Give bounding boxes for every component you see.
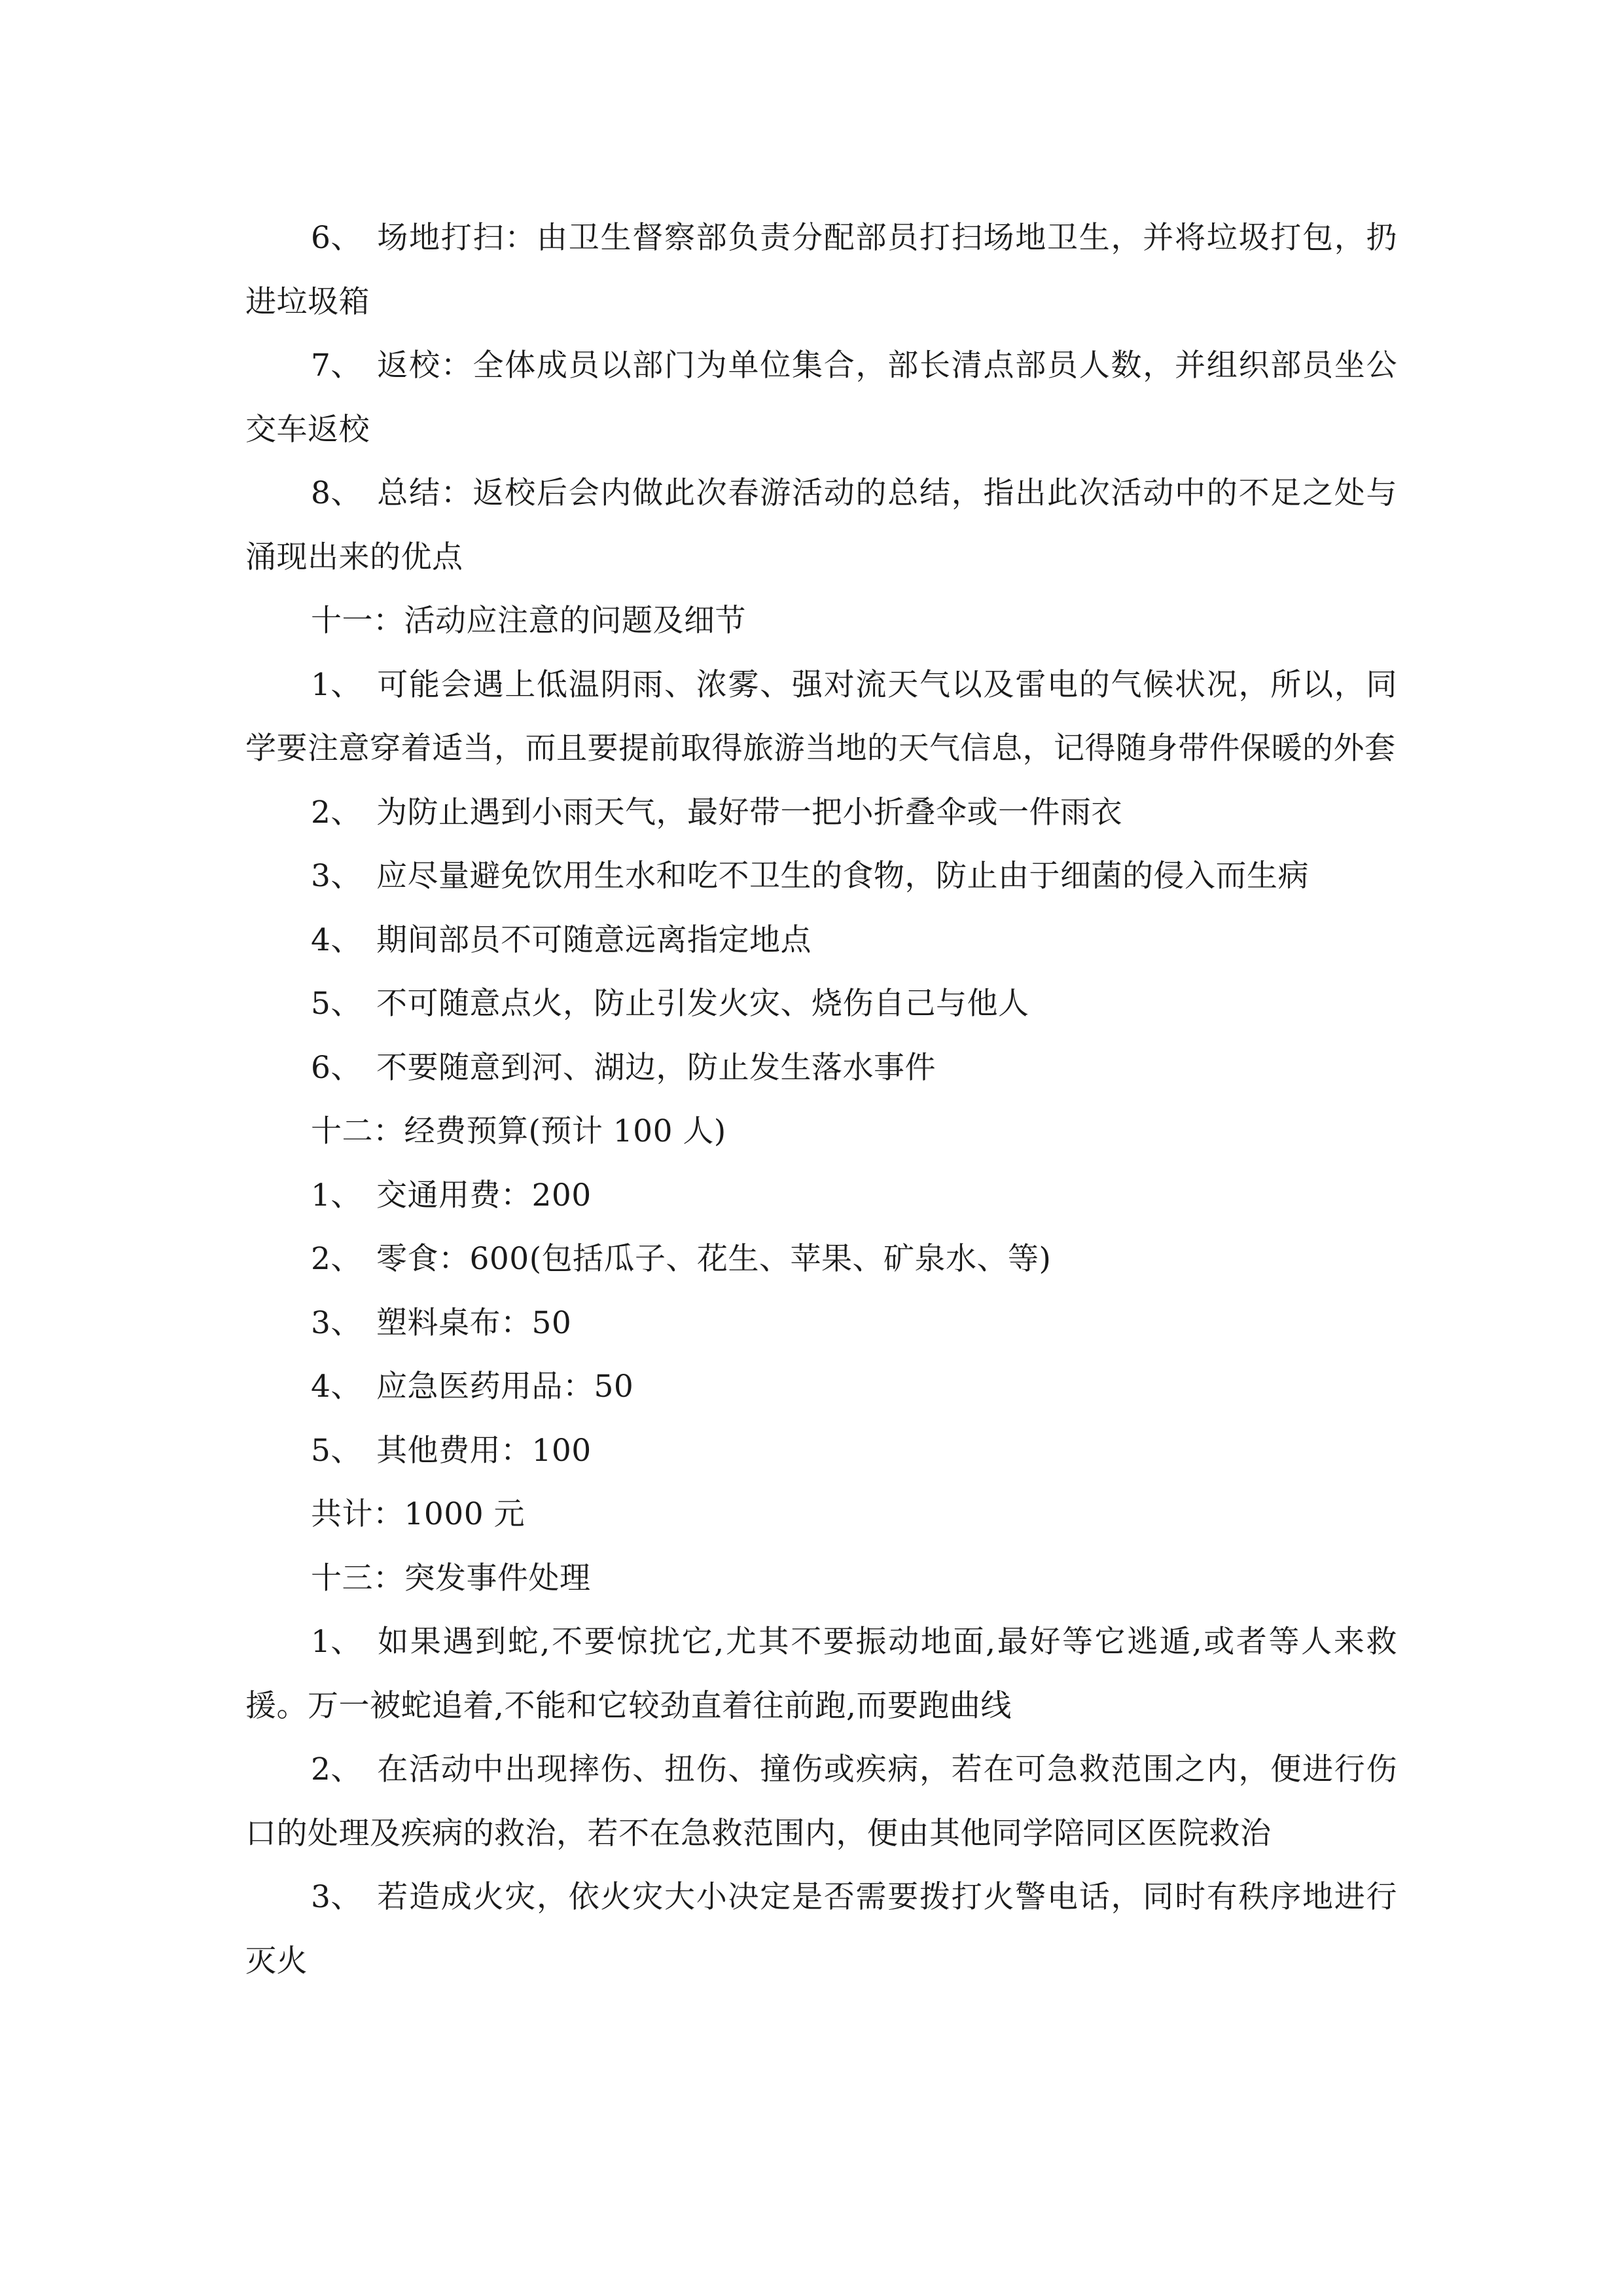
item-text: 零食：600(包括瓜子、花生、苹果、矿泉水、等) [376,1241,1052,1277]
item-text: 若造成火灾，依火灾大小决定是否需要拨打火警电话，同时有秩序地进行灭火 [245,1879,1397,1979]
list-item-s12-4 [245,1355,1397,1419]
item-text: 为防止遇到小雨天气，最好带一把小折叠伞或一件雨衣 [376,794,1122,831]
list-item-s13-3 [245,1865,1397,1993]
item-number: 2、 [311,1241,362,1277]
item-number: 3、 [311,1879,362,1915]
section-heading-11: 十一：活动应注意的问题及细节 [311,603,746,639]
list-item-s11-3 [245,844,1397,908]
item-number: 5、 [311,1432,362,1469]
item-number: 2、 [311,1751,362,1787]
list-item-s10-7 [245,334,1397,461]
item-text: 塑料桌布：50 [376,1304,572,1341]
item-text: 应急医药用品：50 [376,1369,634,1405]
list-item-s11-4 [245,908,1397,973]
list-item-s13-2 [245,1738,1397,1865]
section-heading-13: 十三：突发事件处理 [311,1560,591,1596]
item-number: 7、 [311,348,362,384]
item-text: 在活动中出现摔伤、扭伤、撞伤或疾病，若在可急救范围之内，便进行伤口的处理及疾病的救治，若不在急救范围内，便由其他同学陪同区医院救治 [245,1751,1397,1852]
item-number: 6、 [311,1049,362,1086]
budget-total: 共计：1000 元 [311,1496,526,1532]
item-text: 其他费用：100 [376,1432,592,1469]
item-text: 交通用费：200 [376,1177,592,1213]
list-item-s13-1 [245,1610,1397,1738]
item-text: 不要随意到河、湖边，防止发生落水事件 [376,1049,936,1086]
list-item-s12-2 [245,1227,1397,1291]
item-number: 2、 [311,794,362,831]
item-number: 5、 [311,986,362,1022]
item-text: 可能会遇上低温阴雨、浓雾、强对流天气以及雷电的气候状况，所以，同学要注意穿着适当，而且要提前取得旅游当地的天气信息，记得随身带件保暖的外套 [245,666,1397,766]
list-item-s12-3 [245,1291,1397,1355]
item-number: 3、 [311,1304,362,1341]
list-item-s10-6 [245,206,1397,334]
list-item-s12-5 [245,1419,1397,1483]
item-number: 1、 [311,666,362,703]
list-item-s11-1 [245,653,1397,781]
item-number: 4、 [311,922,362,958]
item-text: 场地打扫：由卫生督察部负责分配部员打扫场地卫生，并将垃圾打包，扔进垃圾箱 [245,220,1397,320]
item-number: 6、 [311,220,362,256]
list-item-s11-5 [245,972,1397,1036]
list-item-s11-6 [245,1036,1397,1100]
item-text: 不可随意点火，防止引发火灾、烧伤自己与他人 [376,986,1029,1022]
item-number: 8、 [311,475,362,511]
item-text: 应尽量避免饮用生水和吃不卫生的食物，防止由于细菌的侵入而生病 [376,858,1309,894]
item-number: 4、 [311,1369,362,1405]
item-number: 1、 [311,1624,362,1660]
list-item-s11-2 [245,781,1397,845]
item-text: 总结：返校后会内做此次春游活动的总结，指出此次活动中的不足之处与涌现出来的优点 [245,475,1397,575]
item-number: 3、 [311,858,362,894]
document-body [245,206,1397,1993]
item-text: 如果遇到蛇,不要惊扰它,尤其不要振动地面,最好等它逃遁,或者等人来救援。万一被蛇追着,不能和它较劲直着往前跑,而要跑曲线 [245,1624,1397,1724]
section-heading-12: 十二：经费预算(预计 100 人) [311,1113,726,1149]
list-item-s12-1 [245,1164,1397,1228]
item-text: 返校：全体成员以部门为单位集合，部长清点部员人数，并组织部员坐公交车返校 [245,348,1397,448]
item-number: 1、 [311,1177,362,1213]
list-item-s10-8 [245,461,1397,589]
item-text: 期间部员不可随意远离指定地点 [376,922,812,958]
